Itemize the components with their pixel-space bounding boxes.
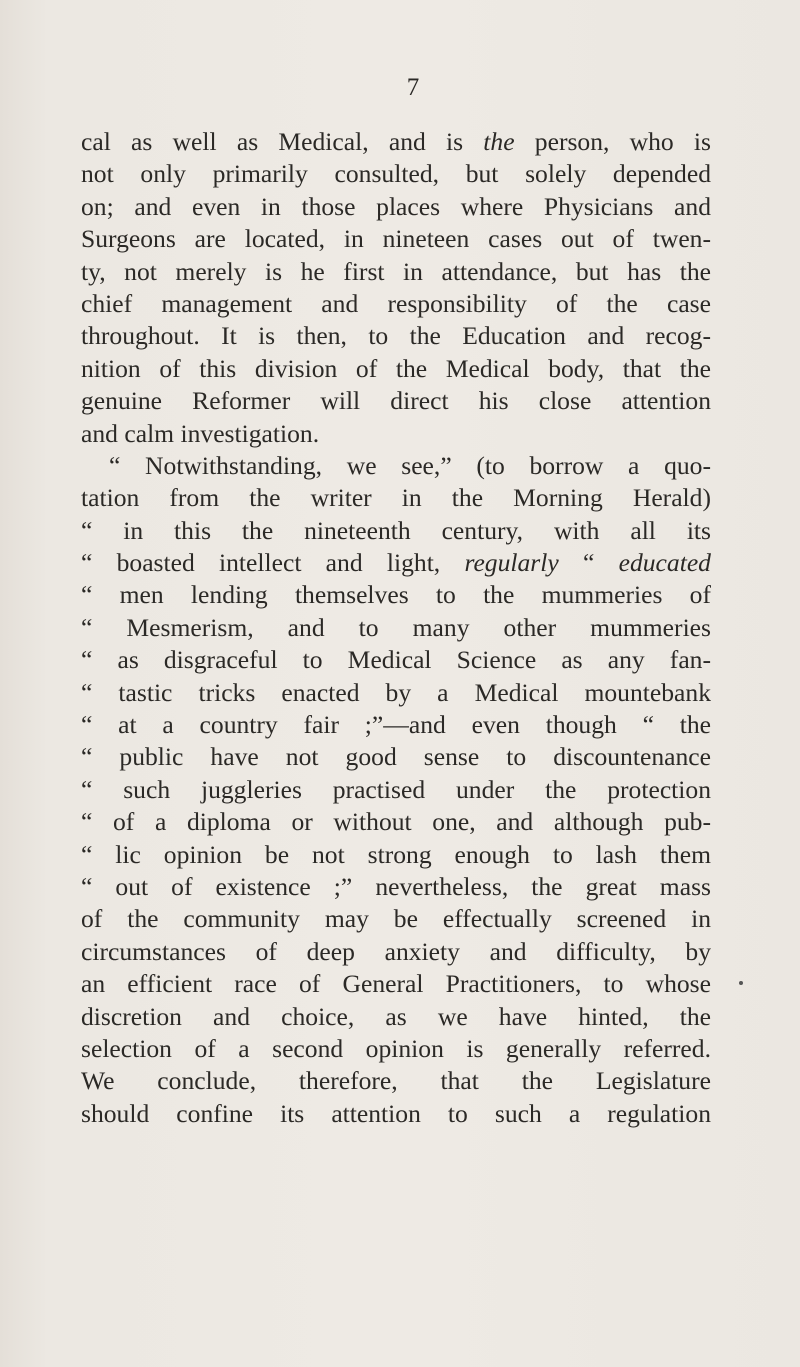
text-line: should confine its attention to such a regulation xyxy=(81,1098,711,1128)
text-line: and calm investigation. xyxy=(81,418,320,448)
body-text xyxy=(81,126,711,1130)
text-line: of the community may be effectually screened in xyxy=(81,904,711,934)
text-line: “ of a diploma or without one, and although pub- xyxy=(81,807,711,837)
text-line: selection of a second opinion is generally referred. xyxy=(81,1033,711,1063)
text-line: “ out of existence ;” nevertheless, the great mass xyxy=(81,871,711,901)
text-line: throughout. It is then, to the Education and recog- xyxy=(81,321,711,351)
text-line: Surgeons are located, in nineteen cases out of twen- xyxy=(81,224,711,254)
text-line: circumstances of deep anxiety and difficulty, by xyxy=(81,936,711,966)
text-line: discretion and choice, as we have hinted, the xyxy=(81,1001,711,1031)
text-line: “ tastic tricks enacted by a Medical mountebank xyxy=(81,677,711,707)
text-line: “ at a country fair ;”—and even though “ the xyxy=(81,710,711,740)
page-number: 7 xyxy=(406,74,420,101)
text-line: We conclude, therefore, that the Legislature xyxy=(81,1066,711,1096)
text-line: nition of this division of the Medical body, that the xyxy=(81,353,711,383)
text-line: “ lic opinion be not strong enough to lash them xyxy=(81,839,711,869)
text-line: genuine Reformer will direct his close attention xyxy=(81,386,711,416)
text-line: on; and even in those places where Physicians and xyxy=(81,191,711,221)
text-line: not only primarily consulted, but solely depended xyxy=(81,159,711,189)
margin-dot xyxy=(739,981,743,985)
text-line: chief management and responsibility of the case xyxy=(81,288,711,318)
text-line: “ Notwithstanding, we see,” (to borrow a quo- xyxy=(109,450,711,480)
text-line: an efficient race of General Practitioners, to whose xyxy=(81,969,711,999)
text-line: tation from the writer in the Morning Herald) xyxy=(81,483,711,513)
text-line: ty, not merely is he first in attendance, but has the xyxy=(81,256,711,286)
text-line: “ public have not good sense to discountenance xyxy=(81,742,711,772)
text-line: “ as disgraceful to Medical Science as any fan- xyxy=(81,645,711,675)
text-line: “ men lending themselves to the mummeries of xyxy=(81,580,711,610)
text-line: cal as well as Medical, and is the person, who is xyxy=(81,127,711,156)
text-line: “ such juggleries practised under the protection xyxy=(81,774,711,804)
text-line: “ in this the nineteenth century, with all its xyxy=(81,515,711,545)
text-line: “ Mesmerism, and to many other mummeries xyxy=(81,612,711,642)
text-line: “ boasted intellect and light, regularly “ educated xyxy=(81,548,711,578)
